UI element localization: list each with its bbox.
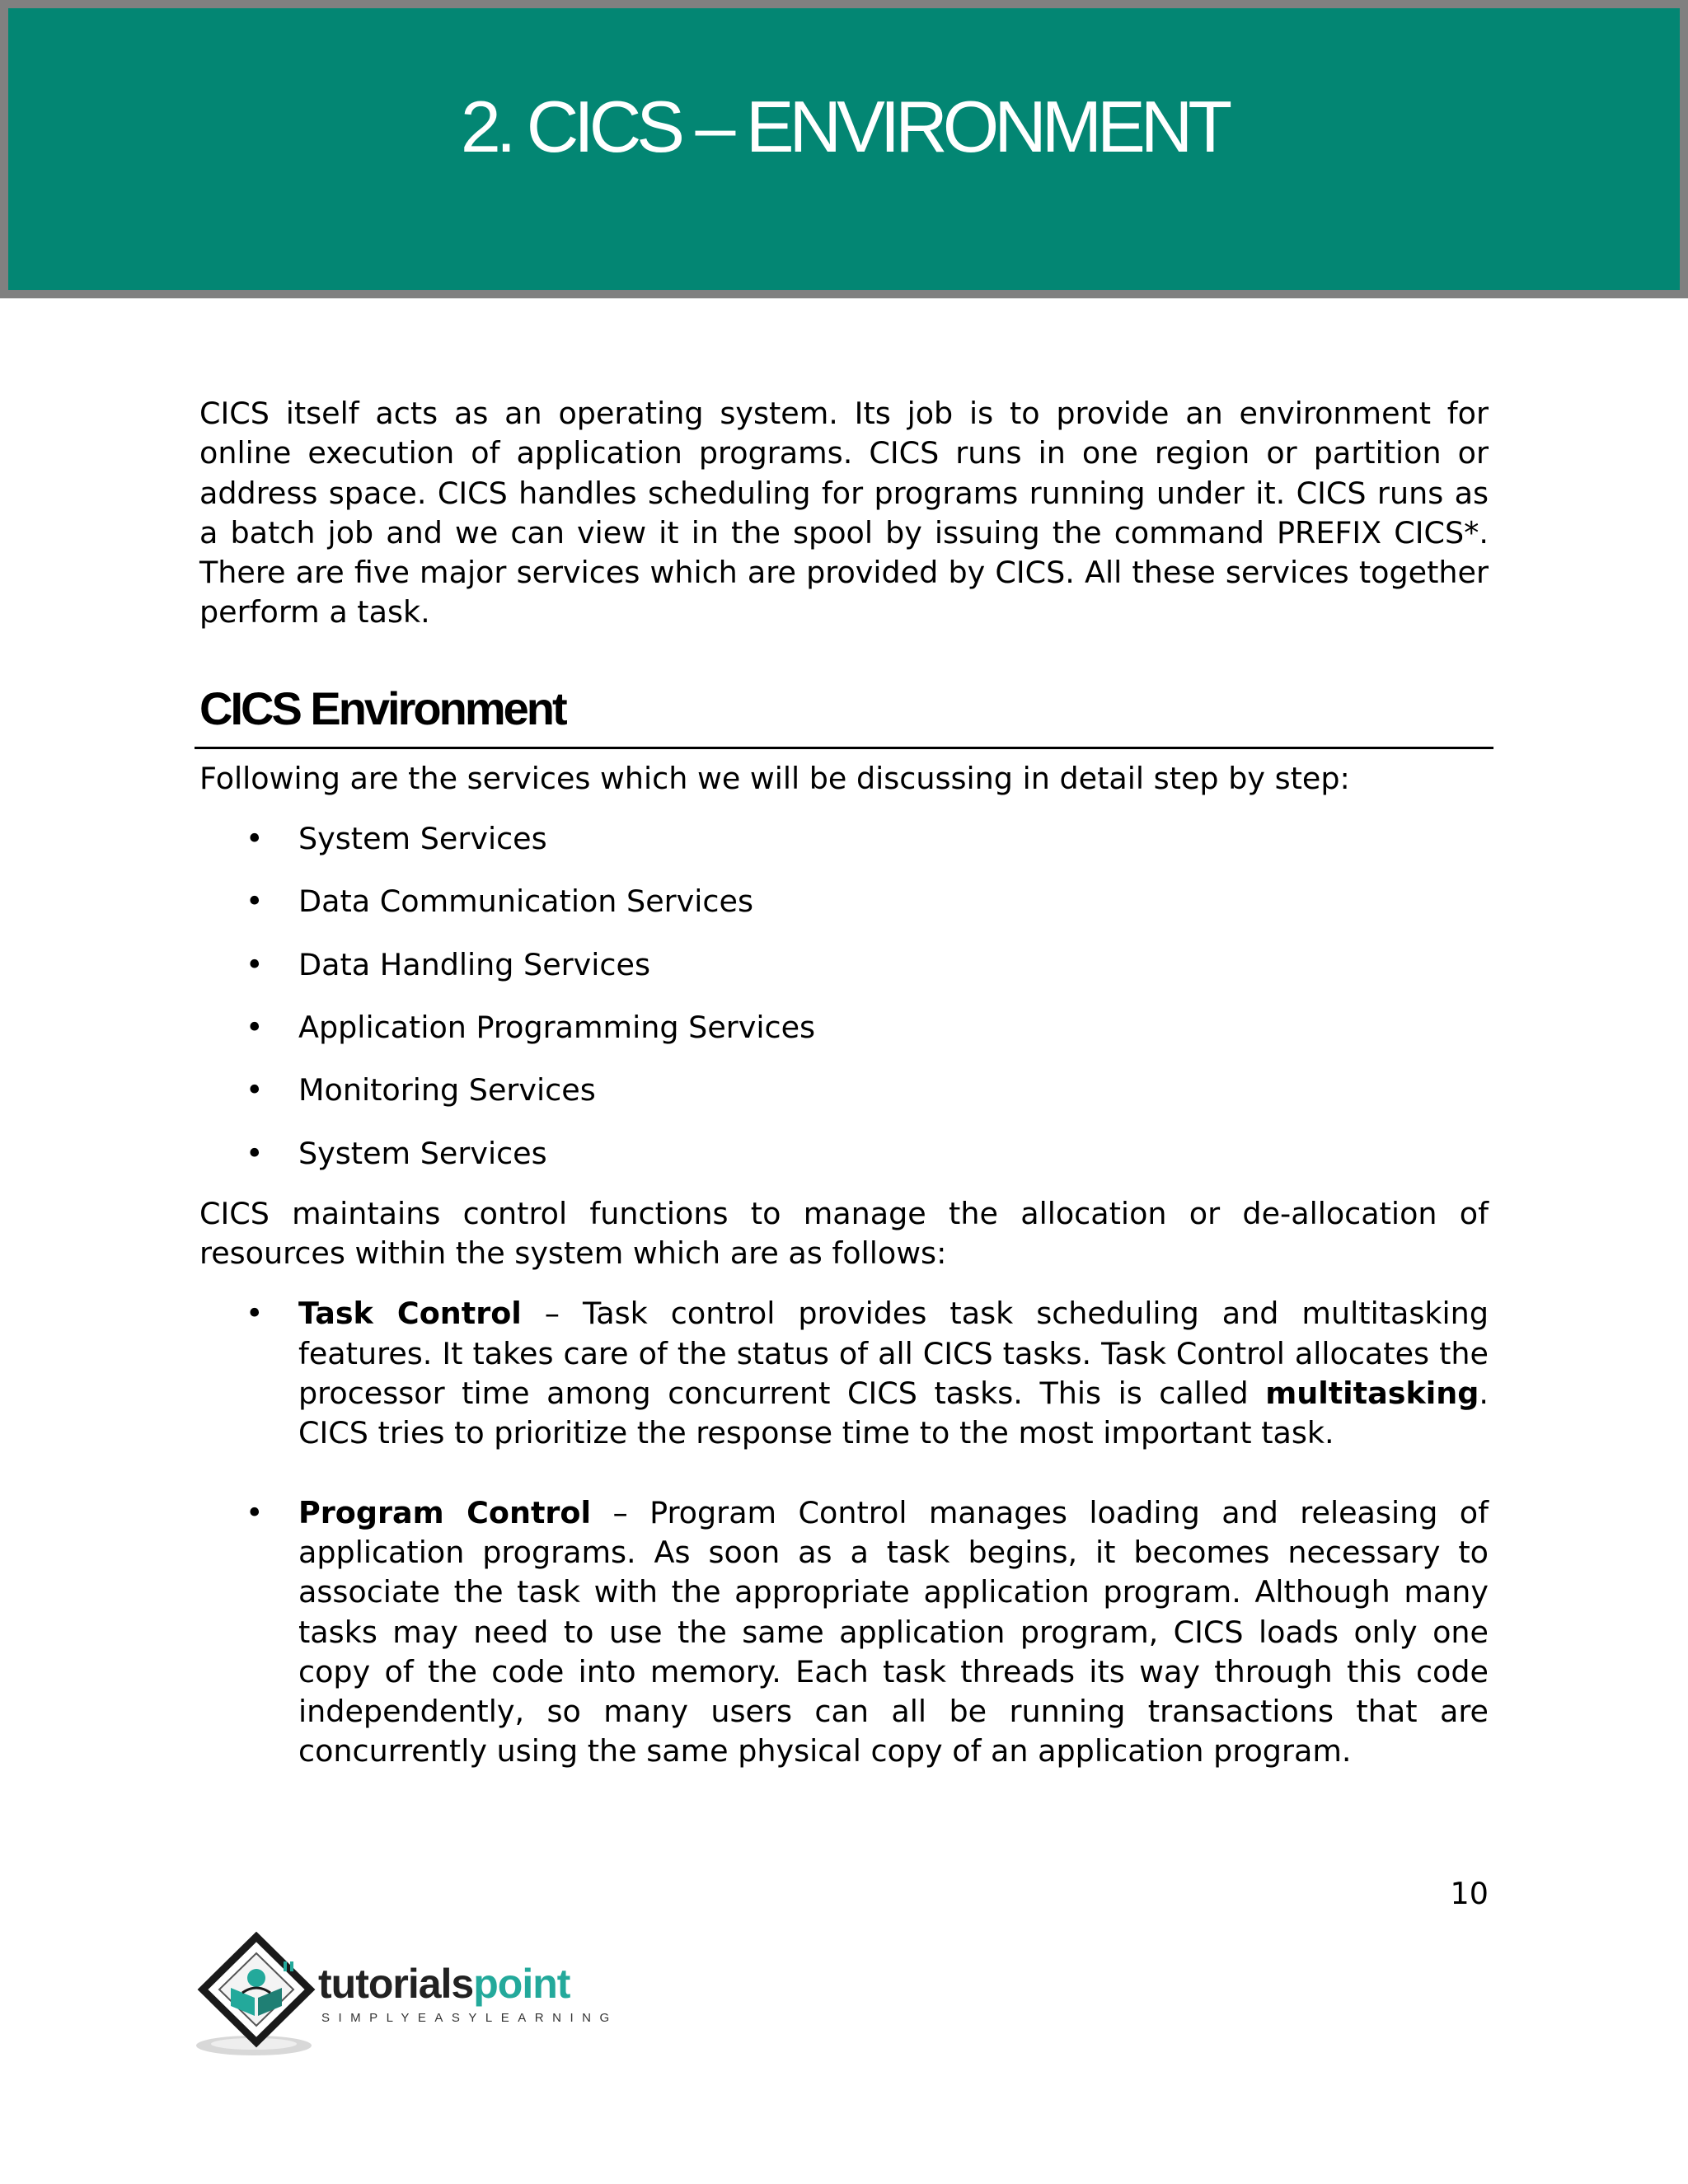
logo-tagline: SIMPLYEASYLEARNING — [321, 2011, 618, 2025]
tutorialspoint-logo — [195, 1932, 623, 2064]
chapter-title: 2. CICS – ENVIRONMENT — [460, 86, 1228, 167]
bullet-icon: • — [246, 883, 264, 920]
list-item — [199, 1008, 1489, 1047]
control-description: Program Control manages loading and releasing of application programs. As soon as a task begins, it becomes necessary to associate the task with the appropriate application program. Although many tasks may need to use the same application program, CICS loads only one copy of the code into memory. Each task threads its way through this code independently, so many users can all be running transactions that are concurrently using the same physical copy of an application program. — [298, 1494, 1489, 1769]
list-item — [199, 1134, 1489, 1174]
control-functions-list — [199, 1294, 1489, 1771]
control-emphasis: multitasking — [1265, 1376, 1479, 1412]
bullet-icon: • — [246, 1009, 264, 1045]
service-label: Data Communication Services — [298, 883, 753, 920]
bullet-icon: • — [246, 1494, 264, 1530]
control-item-program-control — [199, 1493, 1489, 1772]
logo-wordmark: tutorialspoint — [318, 1961, 570, 2007]
control-term: Task Control — [298, 1296, 522, 1332]
list-item — [199, 882, 1489, 921]
intro-paragraph: CICS itself acts as an operating system. Its job is to provide an environment for online execution of application programs. CICS runs in one region or partition or address space. CICS handles scheduling for programs running under it. CICS runs as a batch job and we can view it in the spool by issuing the command PREFIX CICS*. There are five major services which are provided by CICS. All these services together perform a task. — [199, 396, 1489, 630]
service-label: System Services — [298, 1135, 547, 1171]
bullet-icon: • — [246, 1135, 264, 1171]
control-separator: – — [591, 1494, 650, 1530]
services-list — [199, 819, 1489, 1174]
service-label: Monitoring Services — [298, 1072, 596, 1108]
list-item — [199, 819, 1489, 859]
chapter-banner — [0, 0, 1688, 298]
control-item-task-control — [199, 1294, 1489, 1453]
bullet-icon: • — [246, 1072, 264, 1108]
service-label: Application Programming Services — [298, 1009, 816, 1045]
section-heading: CICS Environment — [195, 633, 1493, 749]
page-number: 10 — [1450, 1876, 1489, 1911]
services-lead: Following are the services which we will be discussing in detail step by step: — [199, 760, 1350, 796]
control-description-end: . CICS tries to prioritize the response time to the most important task. — [298, 1376, 1489, 1451]
list-item — [199, 945, 1489, 985]
bullet-icon: • — [246, 1296, 264, 1332]
bullet-icon: • — [246, 946, 264, 982]
bullet-icon: • — [246, 821, 264, 857]
control-intro-paragraph: CICS maintains control functions to manage the allocation or de-allocation of resources within the system which are as follows: — [199, 1195, 1489, 1272]
page-content — [199, 394, 1489, 1772]
control-separator: – — [521, 1296, 584, 1332]
service-label: Data Handling Services — [298, 946, 650, 982]
service-label: System Services — [298, 821, 547, 857]
list-item — [199, 1071, 1489, 1110]
control-term: Program Control — [298, 1494, 592, 1530]
control-description: Task control provides task scheduling and multitasking features. It takes care of the status of all CICS tasks. Task Control allocates the processor time among concurrent CICS tasks. This is called — [298, 1296, 1489, 1412]
logo-emblem-icon — [195, 1932, 318, 2064]
